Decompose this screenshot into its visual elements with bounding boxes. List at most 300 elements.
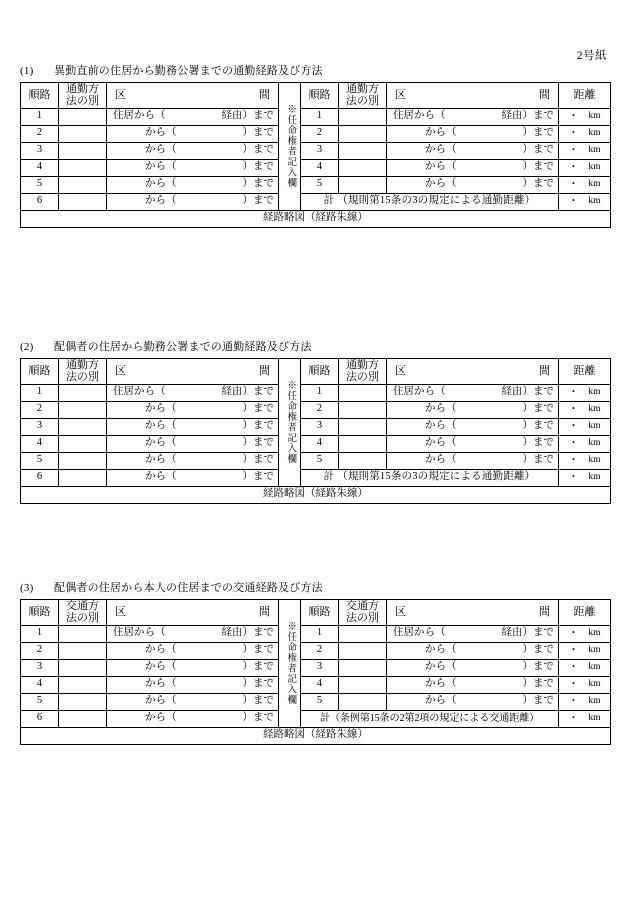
header-span-kan: 間 (259, 605, 270, 618)
method-cell-left[interactable] (59, 676, 107, 693)
span-from-label: から（ (425, 127, 457, 139)
table-row (21, 676, 611, 693)
appointer-entry-column (279, 600, 301, 728)
span-from-label: から（ (425, 144, 457, 156)
span-cell-left[interactable] (107, 108, 279, 125)
header-span-right (387, 600, 559, 626)
order-number-left: 6 (21, 469, 59, 486)
header-span-kan: 間 (539, 364, 550, 377)
span-from-label: から（ (425, 403, 457, 415)
span-to-label: 経由）まで (501, 386, 554, 398)
method-cell-right[interactable] (339, 676, 387, 693)
distance-unit: km (588, 128, 601, 139)
span-to-label: ）まで (242, 471, 274, 483)
appointer-entry-label: ※任命権者記入欄 (285, 380, 296, 465)
header-method-right: 通勤方 法の別 (339, 359, 387, 385)
order-number-left: 2 (21, 642, 59, 659)
order-number-left: 2 (21, 125, 59, 142)
method-cell-left[interactable] (59, 108, 107, 125)
distance-unit: km (588, 179, 601, 190)
method-cell-left[interactable] (59, 710, 107, 727)
distance-cell[interactable] (559, 642, 611, 659)
span-to-label: ）まで (242, 178, 274, 190)
distance-cell[interactable] (559, 452, 611, 469)
distance-cell[interactable] (559, 176, 611, 193)
span-to-label: ）まで (522, 161, 554, 173)
method-cell-left[interactable] (59, 142, 107, 159)
appointer-entry-column (279, 83, 301, 211)
span-to-label: 経由）まで (221, 386, 274, 398)
span-to-label: ）まで (242, 695, 274, 707)
header-distance: 距離 (559, 83, 611, 109)
method-cell-right[interactable] (339, 108, 387, 125)
span-cell-right[interactable] (387, 108, 559, 125)
order-number-left: 4 (21, 676, 59, 693)
header-distance: 距離 (559, 600, 611, 626)
distance-cell[interactable] (559, 435, 611, 452)
span-cell-left[interactable] (107, 142, 279, 159)
span-to-label: 経由）まで (221, 110, 274, 122)
total-distance-cell[interactable] (559, 710, 611, 727)
span-to-label: ）まで (242, 454, 274, 466)
header-method-right: 通勤方 法の別 (339, 83, 387, 109)
order-number-right: 3 (301, 418, 339, 435)
route-sketch-area[interactable] (21, 486, 611, 503)
order-number-right: 3 (301, 659, 339, 676)
method-cell-left[interactable] (59, 384, 107, 401)
span-from-label: 住居から（ (113, 386, 166, 398)
distance-dot: ・ (568, 437, 579, 449)
span-to-label: ）まで (242, 144, 274, 156)
span-from-label: から（ (425, 644, 457, 656)
span-cell-left[interactable] (107, 625, 279, 642)
method-cell-left[interactable] (59, 642, 107, 659)
table-row-total (21, 193, 611, 210)
table-row (21, 384, 611, 401)
table-row (21, 418, 611, 435)
span-to-label: ）まで (242, 403, 274, 415)
span-cell-left[interactable] (107, 401, 279, 418)
distance-unit: km (588, 145, 601, 156)
distance-cell[interactable] (559, 159, 611, 176)
route-table-2 (20, 358, 611, 504)
section-1-number: (1) (20, 65, 34, 77)
span-from-label: から（ (145, 661, 177, 673)
order-number-right: 5 (301, 176, 339, 193)
span-cell-right[interactable] (387, 693, 559, 710)
table-row (21, 176, 611, 193)
header-method-right: 交通方 法の別 (339, 600, 387, 626)
span-to-label: ）まで (242, 195, 274, 207)
span-from-label: から（ (145, 178, 177, 190)
table-header-row (21, 83, 611, 109)
span-to-label: ）まで (522, 695, 554, 707)
distance-dot: ・ (568, 627, 579, 639)
span-from-label: から（ (145, 403, 177, 415)
header-span-right (387, 359, 559, 385)
sketch-row (21, 210, 611, 227)
distance-dot: ・ (568, 110, 579, 122)
order-number-right: 4 (301, 435, 339, 452)
distance-cell[interactable] (559, 676, 611, 693)
distance-cell[interactable] (559, 384, 611, 401)
order-number-right: 4 (301, 676, 339, 693)
distance-cell[interactable] (559, 659, 611, 676)
order-number-right: 4 (301, 159, 339, 176)
span-cell-left[interactable] (107, 469, 279, 486)
distance-dot: ・ (568, 454, 579, 466)
span-cell-right[interactable] (387, 642, 559, 659)
span-cell-left[interactable] (107, 676, 279, 693)
span-to-label: ）まで (242, 127, 274, 139)
table-row (21, 452, 611, 469)
order-number-left: 5 (21, 693, 59, 710)
route-table-1 (20, 82, 611, 228)
order-number-right: 2 (301, 642, 339, 659)
method-cell-right[interactable] (339, 142, 387, 159)
section-1 (20, 62, 610, 228)
order-number-right: 1 (301, 625, 339, 642)
header-span-kan: 間 (539, 605, 550, 618)
span-cell-left[interactable] (107, 710, 279, 727)
method-cell-right[interactable] (339, 452, 387, 469)
distance-unit: km (588, 111, 601, 122)
table-row (21, 642, 611, 659)
order-number-left: 4 (21, 159, 59, 176)
total-label-cell: 計 （規則第15条の3の規定による通勤距離） (301, 193, 559, 210)
method-cell-left[interactable] (59, 625, 107, 642)
header-span-ku: 区 (115, 605, 126, 618)
appointer-entry-label: ※任命権者記入欄 (285, 104, 296, 189)
span-to-label: ）まで (522, 454, 554, 466)
sketch-row (21, 727, 611, 744)
method-cell-right[interactable] (339, 401, 387, 418)
order-number-left: 4 (21, 435, 59, 452)
span-cell-left[interactable] (107, 642, 279, 659)
span-from-label: から（ (145, 144, 177, 156)
span-from-label: から（ (145, 127, 177, 139)
total-label-cell: 計（条例第15条の2第2項の規定による交通距離） (301, 710, 559, 727)
distance-cell[interactable] (559, 625, 611, 642)
span-to-label: ）まで (242, 437, 274, 449)
span-to-label: 経由）まで (221, 627, 274, 639)
span-from-label: から（ (425, 437, 457, 449)
table-row (21, 108, 611, 125)
method-cell-left[interactable] (59, 193, 107, 210)
table-row-total (21, 710, 611, 727)
span-cell-right[interactable] (387, 159, 559, 176)
table-row (21, 693, 611, 710)
header-distance: 距離 (559, 359, 611, 385)
span-from-label: 住居から（ (393, 386, 446, 398)
distance-dot: ・ (568, 386, 579, 398)
distance-cell[interactable] (559, 693, 611, 710)
span-from-label: から（ (425, 695, 457, 707)
span-from-label: から（ (145, 420, 177, 432)
span-cell-left[interactable] (107, 452, 279, 469)
order-number-left: 5 (21, 176, 59, 193)
span-cell-right[interactable] (387, 676, 559, 693)
header-span-kan: 間 (539, 88, 550, 101)
route-sketch-area[interactable] (21, 210, 611, 227)
section-3-number: (3) (20, 582, 34, 594)
header-span-left (107, 83, 279, 109)
header-span-ku: 区 (115, 364, 126, 377)
header-order-right: 順路 (301, 359, 339, 385)
distance-unit: km (588, 628, 601, 639)
distance-dot: ・ (568, 471, 579, 483)
span-from-label: から（ (425, 678, 457, 690)
header-method-left: 通勤方 法の別 (59, 83, 107, 109)
table-row (21, 625, 611, 642)
distance-dot: ・ (568, 420, 579, 432)
span-cell-right[interactable] (387, 176, 559, 193)
span-from-label: 住居から（ (113, 110, 166, 122)
span-from-label: から（ (145, 712, 177, 724)
table-row (21, 159, 611, 176)
header-method-left: 交通方 法の別 (59, 600, 107, 626)
span-from-label: から（ (425, 454, 457, 466)
span-from-label: から（ (145, 454, 177, 466)
table-row (21, 142, 611, 159)
section-3-title (20, 579, 610, 595)
method-cell-left[interactable] (59, 693, 107, 710)
method-cell-left[interactable] (59, 435, 107, 452)
distance-dot: ・ (568, 644, 579, 656)
span-cell-right[interactable] (387, 659, 559, 676)
order-number-right: 1 (301, 384, 339, 401)
appointer-entry-column (279, 359, 301, 487)
span-cell-left[interactable] (107, 125, 279, 142)
distance-unit: km (588, 713, 601, 724)
sketch-row (21, 486, 611, 503)
span-cell-right[interactable] (387, 435, 559, 452)
route-sketch-label: 経路略図（経路朱線） (263, 729, 368, 741)
span-from-label: から（ (425, 161, 457, 173)
distance-cell[interactable] (559, 142, 611, 159)
distance-dot: ・ (568, 127, 579, 139)
order-number-left: 6 (21, 710, 59, 727)
span-cell-left[interactable] (107, 193, 279, 210)
span-to-label: ）まで (522, 661, 554, 673)
span-cell-left[interactable] (107, 435, 279, 452)
table-row (21, 401, 611, 418)
table-row-total (21, 469, 611, 486)
span-cell-left[interactable] (107, 159, 279, 176)
table-row (21, 435, 611, 452)
header-method-left: 通勤方 法の別 (59, 359, 107, 385)
span-from-label: から（ (425, 178, 457, 190)
header-span-ku: 区 (395, 364, 406, 377)
header-order-right: 順路 (301, 83, 339, 109)
span-to-label: 経由）まで (501, 627, 554, 639)
distance-cell[interactable] (559, 108, 611, 125)
header-order-left: 順路 (21, 83, 59, 109)
method-cell-right[interactable] (339, 384, 387, 401)
distance-cell[interactable] (559, 418, 611, 435)
header-order-right: 順路 (301, 600, 339, 626)
table-row (21, 659, 611, 676)
span-to-label: ）まで (242, 420, 274, 432)
span-to-label: ）まで (522, 437, 554, 449)
span-to-label: ）まで (242, 661, 274, 673)
method-cell-right[interactable] (339, 642, 387, 659)
distance-unit: km (588, 696, 601, 707)
method-cell-right[interactable] (339, 625, 387, 642)
distance-dot: ・ (568, 178, 579, 190)
span-to-label: 経由）まで (501, 110, 554, 122)
method-cell-right[interactable] (339, 693, 387, 710)
span-from-label: 住居から（ (113, 627, 166, 639)
method-cell-left[interactable] (59, 125, 107, 142)
distance-dot: ・ (568, 161, 579, 173)
span-to-label: ）まで (242, 644, 274, 656)
span-to-label: ）まで (522, 644, 554, 656)
distance-dot: ・ (568, 403, 579, 415)
method-cell-left[interactable] (59, 659, 107, 676)
method-cell-left[interactable] (59, 418, 107, 435)
distance-cell[interactable] (559, 125, 611, 142)
distance-dot: ・ (568, 661, 579, 673)
span-to-label: ）まで (242, 712, 274, 724)
method-cell-left[interactable] (59, 452, 107, 469)
section-3-heading: 配偶者の住居から本人の住居までの交通経路及び方法 (54, 582, 323, 594)
span-cell-right[interactable] (387, 418, 559, 435)
distance-unit: km (588, 421, 601, 432)
section-2-heading: 配偶者の住居から勤務公署までの通勤経路及び方法 (54, 341, 312, 353)
span-cell-right[interactable] (387, 625, 559, 642)
section-2 (20, 338, 610, 504)
total-label-cell: 計 （規則第15条の3の規定による通勤距離） (301, 469, 559, 486)
method-cell-right[interactable] (339, 176, 387, 193)
route-sketch-label: 経路略図（経路朱線） (263, 488, 368, 500)
table-header-row (21, 600, 611, 626)
route-sketch-label: 経路略図（経路朱線） (263, 212, 368, 224)
distance-unit: km (588, 404, 601, 415)
span-from-label: から（ (145, 678, 177, 690)
span-from-label: から（ (145, 195, 177, 207)
method-cell-left[interactable] (59, 176, 107, 193)
span-cell-right[interactable] (387, 401, 559, 418)
order-number-right: 5 (301, 693, 339, 710)
order-number-left: 5 (21, 452, 59, 469)
order-number-right: 2 (301, 401, 339, 418)
method-cell-right[interactable] (339, 125, 387, 142)
span-to-label: ）まで (522, 678, 554, 690)
span-to-label: ）まで (522, 144, 554, 156)
table-header-row (21, 359, 611, 385)
total-distance-cell[interactable] (559, 469, 611, 486)
span-cell-left[interactable] (107, 176, 279, 193)
order-number-left: 3 (21, 418, 59, 435)
distance-unit: km (588, 455, 601, 466)
method-cell-left[interactable] (59, 469, 107, 486)
table-row (21, 125, 611, 142)
header-span-kan: 間 (259, 88, 270, 101)
sheet-label: 2号紙 (576, 50, 607, 62)
span-to-label: ）まで (522, 403, 554, 415)
order-number-right: 3 (301, 142, 339, 159)
order-number-left: 3 (21, 659, 59, 676)
span-to-label: ）まで (522, 420, 554, 432)
header-span-ku: 区 (395, 88, 406, 101)
span-cell-right[interactable] (387, 142, 559, 159)
span-from-label: から（ (145, 437, 177, 449)
distance-unit: km (588, 438, 601, 449)
distance-unit: km (588, 645, 601, 656)
span-to-label: ）まで (522, 127, 554, 139)
total-distance-cell[interactable] (559, 193, 611, 210)
span-cell-left[interactable] (107, 418, 279, 435)
distance-cell[interactable] (559, 401, 611, 418)
span-cell-left[interactable] (107, 659, 279, 676)
distance-dot: ・ (568, 195, 579, 207)
method-cell-left[interactable] (59, 159, 107, 176)
method-cell-right[interactable] (339, 435, 387, 452)
span-from-label: から（ (425, 661, 457, 673)
span-from-label: 住居から（ (393, 110, 446, 122)
method-cell-right[interactable] (339, 418, 387, 435)
order-number-left: 6 (21, 193, 59, 210)
distance-unit: km (588, 679, 601, 690)
span-to-label: ）まで (242, 161, 274, 173)
header-order-left: 順路 (21, 600, 59, 626)
header-span-right (387, 83, 559, 109)
order-number-right: 5 (301, 452, 339, 469)
span-from-label: から（ (145, 161, 177, 173)
span-to-label: ）まで (242, 678, 274, 690)
section-3 (20, 579, 610, 745)
section-2-title (20, 338, 610, 354)
span-from-label: から（ (145, 471, 177, 483)
distance-unit: km (588, 387, 601, 398)
span-cell-right[interactable] (387, 384, 559, 401)
order-number-right: 2 (301, 125, 339, 142)
distance-dot: ・ (568, 144, 579, 156)
span-cell-left[interactable] (107, 693, 279, 710)
order-number-left: 2 (21, 401, 59, 418)
span-to-label: ）まで (522, 178, 554, 190)
route-table-3 (20, 599, 611, 745)
header-span-left (107, 359, 279, 385)
distance-unit: km (588, 472, 601, 483)
route-sketch-area[interactable] (21, 727, 611, 744)
distance-dot: ・ (568, 678, 579, 690)
order-number-left: 1 (21, 108, 59, 125)
span-from-label: から（ (145, 644, 177, 656)
order-number-left: 1 (21, 625, 59, 642)
section-1-title (20, 62, 610, 78)
header-span-ku: 区 (115, 88, 126, 101)
span-cell-right[interactable] (387, 452, 559, 469)
header-span-left (107, 600, 279, 626)
span-cell-right[interactable] (387, 125, 559, 142)
header-order-left: 順路 (21, 359, 59, 385)
method-cell-right[interactable] (339, 659, 387, 676)
header-span-kan: 間 (259, 364, 270, 377)
method-cell-left[interactable] (59, 401, 107, 418)
section-1-heading: 異動直前の住居から勤務公署までの通勤経路及び方法 (54, 65, 323, 77)
distance-unit: km (588, 662, 601, 673)
distance-dot: ・ (568, 695, 579, 707)
order-number-right: 1 (301, 108, 339, 125)
span-from-label: から（ (145, 695, 177, 707)
method-cell-right[interactable] (339, 159, 387, 176)
appointer-entry-label: ※任命権者記入欄 (285, 621, 296, 706)
span-cell-left[interactable] (107, 384, 279, 401)
order-number-left: 1 (21, 384, 59, 401)
span-from-label: から（ (425, 420, 457, 432)
